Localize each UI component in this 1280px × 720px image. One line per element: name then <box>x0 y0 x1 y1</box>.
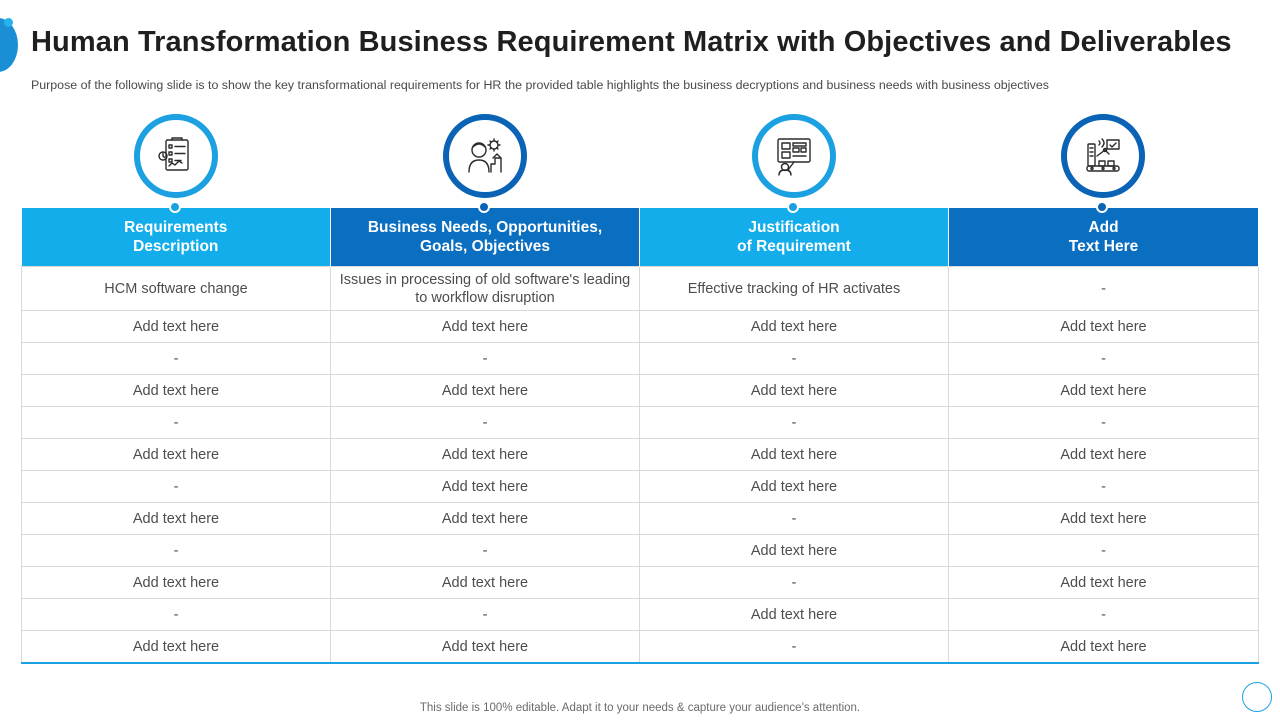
table-cell: Add text here <box>949 439 1259 471</box>
table-cell: - <box>949 599 1259 631</box>
table-cell: Add text here <box>949 567 1259 599</box>
table-cell: Add text here <box>640 471 949 503</box>
table-row <box>22 503 1259 535</box>
table-cell: - <box>22 599 331 631</box>
slide-footer: This slide is 100% editable. Adapt it to your needs & capture your audience’s attention. <box>419 702 861 714</box>
table-row <box>22 599 1259 631</box>
table-cell: - <box>22 343 331 375</box>
requirement-matrix-table <box>21 208 1259 664</box>
corner-decoration-dot <box>4 18 13 27</box>
table-cell: Add text here <box>640 311 949 343</box>
column-icons-row <box>21 114 1258 214</box>
person-growth-gear-icon <box>463 134 507 178</box>
corner-decoration-ring <box>1242 682 1272 712</box>
column-icon-3 <box>752 114 838 214</box>
table-cell: - <box>331 535 640 567</box>
table-cell: - <box>22 535 331 567</box>
presenter-dashboard-icon <box>772 134 816 178</box>
table-cell: Add text here <box>331 311 640 343</box>
table-cell: Add text here <box>22 503 331 535</box>
table-cell: Add text here <box>331 375 640 407</box>
table-cell: Add text here <box>949 631 1259 664</box>
table-cell: - <box>949 343 1259 375</box>
table-cell: - <box>640 503 949 535</box>
table-cell: - <box>22 471 331 503</box>
slide-title: Human Transformation Business Requirement Matrix with Objectives and Deliverables <box>31 26 1232 58</box>
table-cell: HCM software change <box>22 267 331 311</box>
column-icon-1 <box>134 114 220 214</box>
slide-subtitle: Purpose of the following slide is to show the key transformational requirements for HR the provided table highlights the business decryptions and business needs with business objectives <box>31 78 1049 92</box>
checklist-document-icon <box>154 134 198 178</box>
column-marker-dot <box>787 201 799 213</box>
table-row <box>22 375 1259 407</box>
column-marker-dot <box>169 201 181 213</box>
header-justification: Justification of Requirement <box>640 208 949 267</box>
table-cell: - <box>949 267 1259 311</box>
table-cell: Add text here <box>22 567 331 599</box>
table-row <box>22 631 1259 664</box>
table-row <box>22 567 1259 599</box>
table-cell: - <box>22 407 331 439</box>
automation-workstation-icon <box>1081 134 1125 178</box>
table-cell: - <box>949 471 1259 503</box>
table-cell: Add text here <box>331 567 640 599</box>
table-cell: - <box>331 599 640 631</box>
table-cell: Add text here <box>22 311 331 343</box>
table-cell: Add text here <box>640 599 949 631</box>
table-cell: Add text here <box>949 311 1259 343</box>
table-row <box>22 343 1259 375</box>
table-cell: Add text here <box>22 439 331 471</box>
table-cell: Add text here <box>640 535 949 567</box>
table-cell: - <box>640 343 949 375</box>
table-cell: Add text here <box>331 631 640 664</box>
table-cell: - <box>949 535 1259 567</box>
table-cell: - <box>331 407 640 439</box>
table-cell: Add text here <box>22 375 331 407</box>
table-cell: Add text here <box>949 503 1259 535</box>
table-row <box>22 311 1259 343</box>
table-cell: Add text here <box>949 375 1259 407</box>
table-cell: - <box>640 631 949 664</box>
table-row <box>22 471 1259 503</box>
table-cell: Add text here <box>331 471 640 503</box>
table-row <box>22 535 1259 567</box>
header-requirements-description: Requirements Description <box>22 208 331 267</box>
table-cell: - <box>331 343 640 375</box>
column-icon-4 <box>1061 114 1147 214</box>
column-marker-dot <box>478 201 490 213</box>
table-cell: - <box>949 407 1259 439</box>
table-cell: Issues in processing of old software's leading to workflow disruption <box>331 267 640 311</box>
table-cell: Add text here <box>331 503 640 535</box>
table-cell: - <box>640 567 949 599</box>
table-cell: Add text here <box>331 439 640 471</box>
table-cell: Add text here <box>640 375 949 407</box>
column-marker-dot <box>1096 201 1108 213</box>
header-add-text: Add Text Here <box>949 208 1259 267</box>
table-cell: Effective tracking of HR activates <box>640 267 949 311</box>
table-header-row <box>22 208 1259 267</box>
table-row <box>22 407 1259 439</box>
table-cell: Add text here <box>22 631 331 664</box>
column-icon-2 <box>443 114 529 214</box>
table-cell: - <box>640 407 949 439</box>
header-business-needs: Business Needs, Opportunities, Goals, Objectives <box>331 208 640 267</box>
table-cell: Add text here <box>640 439 949 471</box>
table-row <box>22 267 1259 311</box>
table-row <box>22 439 1259 471</box>
